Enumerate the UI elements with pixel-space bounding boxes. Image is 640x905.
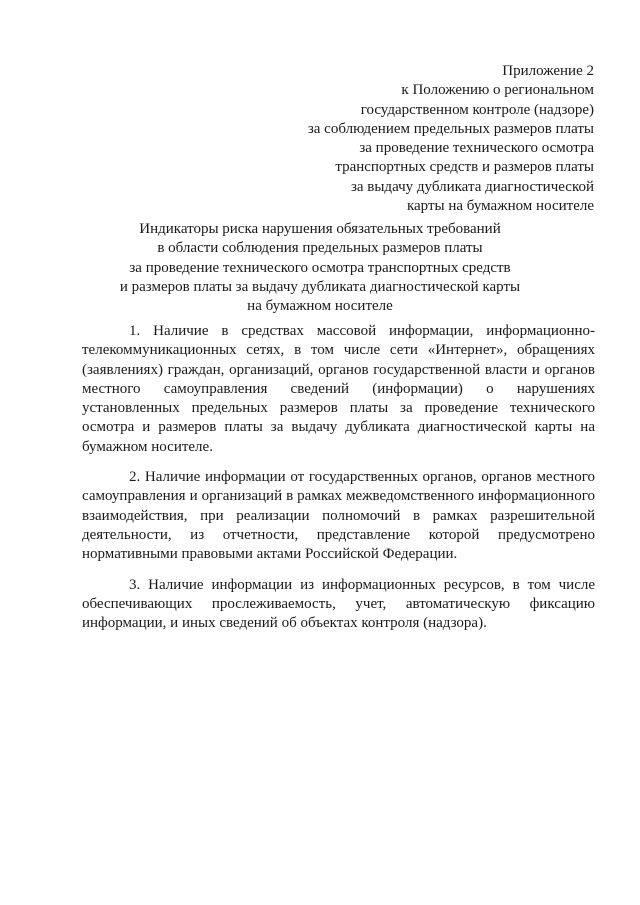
title-line: и размеров платы за выдачу дубликата диагностической карты bbox=[119, 278, 521, 295]
appendix-line: за выдачу дубликата диагностической bbox=[350, 178, 594, 195]
appendix-line: Приложение 2 bbox=[502, 63, 594, 79]
title-line: в области соблюдения предельных размеров платы bbox=[157, 240, 483, 257]
title-line: Индикаторы риска нарушения обязательных требований bbox=[139, 221, 501, 237]
document-body bbox=[82, 322, 595, 644]
appendix-line: за проведение технического осмотра bbox=[359, 140, 594, 157]
appendix-line: за соблюдением предельных размеров платы bbox=[307, 120, 594, 137]
appendix-header bbox=[234, 62, 594, 216]
appendix-line: государственном контроле (надзоре) bbox=[360, 101, 594, 118]
appendix-line: транспортных средств и размеров платы bbox=[335, 159, 594, 176]
appendix-line: карты на бумажном носителе bbox=[406, 198, 594, 215]
paragraph-1: 1. Наличие в средствах массовой информации, информационно-телекоммуникационных сетях, в том числе сети «Интернет», обращениях (заявлениях) граждан, организаций, органов государственной власти и органов местного самоуправления сведений (информации) о нарушениях установленных предельных размеров платы за проведение технического осмотра и размеров платы за выдачу дубликата диагностической карты на бумажном носителе. bbox=[82, 323, 595, 455]
appendix-line: к Положению о региональном bbox=[401, 82, 594, 99]
paragraph-2: 2. Наличие информации от государственных органов, органов местного самоуправления и организаций в рамках межведомственного информационного взаимодействия, при реализации полномочий в рамках разрешительной деятельности, из отчетности, представление которой предусмотрено нормативными правовыми актами Российской Федерации. bbox=[82, 469, 595, 563]
document-title bbox=[100, 220, 540, 316]
title-line: на бумажном носителе bbox=[247, 298, 393, 315]
paragraph-3: 3. Наличие информации из информационных ресурсов, в том числе обеспечивающих прослеживаемость, учет, автоматическую фиксацию информации, и иных сведений об объектах контроля (надзора). bbox=[82, 576, 595, 632]
title-line: за проведение технического осмотра транспортных средств bbox=[129, 259, 511, 276]
